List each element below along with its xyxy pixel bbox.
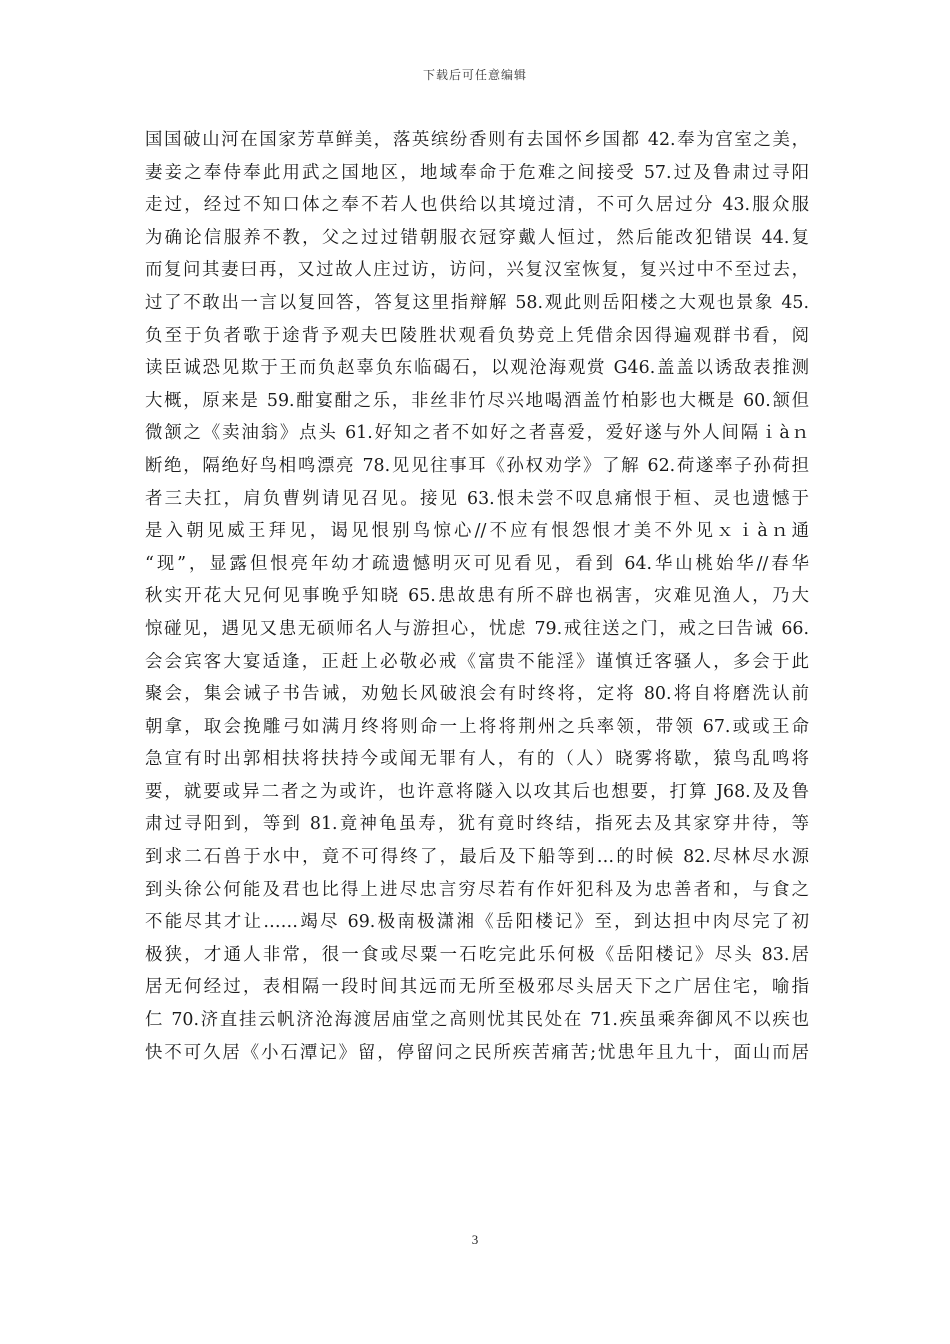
text-line: 大概，原来是 59.酣宴酣之乐，非丝非竹尽兴地喝酒盖竹柏影也大概是 60.颔但	[145, 390, 809, 411]
text-line: 读臣诚恐见欺于王而负赵辜负东临碣石，以观沧海观赏 G46.盖盖以诱敌表推测	[145, 358, 809, 379]
text-line: 朝拿，取会挽雕弓如满月终将则命一上将将荆州之兵率领，带领 67.或或王命	[145, 716, 809, 737]
text-line: 为确论信服养不教，父之过过错朝服衣冠穿戴人恒过，然后能改犯错误 44.复	[145, 227, 809, 248]
text-line: 断绝，隔绝好鸟相鸣漂亮 78.见见往事耳《孙权劝学》了解 62.荷遂率子孙荷担	[145, 455, 809, 476]
text-line: 走过，经过不知口体之奉不若人也供给以其境过清，不可久居过分 43.服众服	[145, 195, 809, 216]
text-line: 秋实开花大兄何见事晚乎知晓 65.患故患有所不辟也祸害，灾难见渔人，乃大	[145, 586, 809, 607]
text-line: 而复问其妻曰再，又过故人庄过访，访问，兴复汉室恢复，复兴过中不至过去，	[145, 260, 809, 281]
text-line: “现”，显露但恨亮年幼才疏遗憾明灭可见看见，看到 64.华山桃始华//春华	[145, 553, 809, 574]
text-line: 国国破山河在国家芳草鲜美，落英缤纷香则有去国怀乡国都 42.奉为宫室之美，	[145, 130, 809, 150]
text-line: 会会宾客大宴适逢，正赶上必敬必戒《富贵不能淫》谨慎迁客骚人，多会于此	[145, 651, 809, 672]
text-line: 肃过寻阳到，等到 81.竟神龟虽寿，犹有竟时终结，指死去及其家穿井待，等	[145, 814, 809, 835]
document-body	[145, 124, 809, 1069]
text-line: 仁 70.济直挂云帆济沧海渡居庙堂之高则忧其民处在 71.疾虽乘奔御风不以疾也	[145, 1010, 809, 1031]
text-line: 到求二石兽于水中，竟不可得终了，最后及下船等到…的时候 82.尽林尽水源	[145, 847, 809, 868]
text-line: 微颔之《卖油翁》点头 61.好知之者不如好之者喜爱，爱好遂与外人间隔ｉàｎ	[145, 423, 809, 444]
text-line: 者三夫扛，肩负曹刿请见召见。接见 63.恨未尝不叹息痛恨于桓、灵也遗憾于	[145, 488, 809, 509]
text-line: 到头徐公何能及君也比得上进尽忠言穷尽若有作奸犯科及为忠善者和，与食之	[145, 879, 809, 900]
text-line: 惊碰见，遇见又患无硕师名人与游担心，忧虑 79.戒往送之门，戒之曰告诫 66.	[145, 618, 809, 639]
text-line: 过了不敢出一言以复回答，答复这里指辩解 58.观此则岳阳楼之大观也景象 45.	[145, 292, 809, 313]
text-line: 不能尽其才让……竭尽 69.极南极潇湘《岳阳楼记》至，到达担中肉尽完了初	[145, 912, 809, 933]
text-line: 急宣有时出郭相扶将扶持今或闻无罪有人，有的（人）晓雾将歇，猿鸟乱鸣将	[145, 749, 809, 770]
text-line: 妻妾之奉侍奉此用武之国地区，地域奉命于危难之间接受 57.过及鲁肃过寻阳	[145, 162, 809, 183]
page-number: 3	[471, 1232, 479, 1247]
text-line: 是入朝见威王拜见，谒见恨别鸟惊心//不应有恨怨恨才美不外见ｘｉàｎ通	[145, 521, 809, 542]
text-line: 极狭，才通人非常，很一食或尽粟一石吃完此乐何极《岳阳楼记》尽头 83.居	[145, 944, 809, 965]
page-header: 下载后可任意编辑	[422, 68, 527, 82]
text-line: 聚会，集会诫子书告诫，劝勉长风破浪会有时终将，定将 80.将自将磨洗认前	[145, 684, 809, 705]
text-line: 居无何经过，表相隔一段时间其远而无所至极邪尽头居天下之广居住宅，喻指	[145, 977, 809, 998]
text-line: 负至于负者歌于途背予观夫巴陵胜状观看负势竞上凭借余因得遍观群书看，阅	[145, 325, 809, 346]
text-line: 要，就要或异二者之为或许，也许意将隧入以攻其后也想要，打算 J68.及及鲁	[145, 781, 809, 802]
text-line: 快不可久居《小石潭记》留，停留问之民所疾苦痛苦;忧患年且九十，面山而居	[145, 1042, 809, 1063]
